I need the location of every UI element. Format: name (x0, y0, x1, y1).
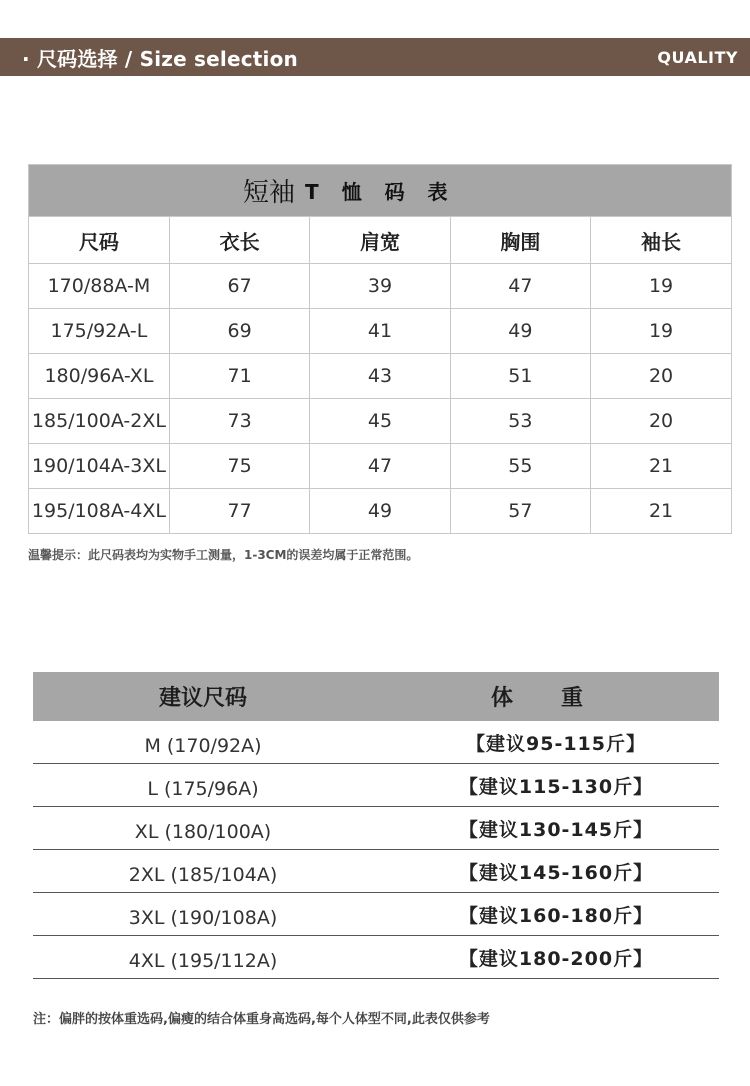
table-cell: 77 (169, 489, 309, 534)
column-header: 建议尺码 (158, 686, 247, 711)
header-bar (0, 38, 750, 76)
table-cell: 41 (310, 309, 450, 354)
table-cell: 21 (648, 500, 674, 522)
size-chart-title-rest: T 恤 码 表 (305, 180, 456, 204)
size-cell: 2XL (185/104A) (128, 864, 278, 886)
table-row (29, 264, 731, 309)
weight-cell: 【建议180-200斤】 (458, 947, 654, 970)
header-title: · 尺码选择 / Size selection (22, 46, 298, 71)
table-cell: 20 (591, 354, 731, 399)
table-row (29, 354, 731, 399)
column-header: 尺码 (29, 217, 169, 264)
weight-cell: 【建议130-145斤】 (458, 818, 654, 841)
table-cell: 47 (310, 444, 450, 489)
table-cell: 69 (169, 309, 309, 354)
size-chart-table (28, 164, 732, 534)
reference-note: 注：偏胖的按体重选码,偏瘦的结合体重身高选码,每个人体型不同,此表仅供参考 (33, 1012, 490, 1027)
table-cell: 57 (450, 489, 590, 534)
table-row (33, 807, 719, 850)
table-cell: 195/108A-4XL (29, 489, 169, 534)
table-row (29, 444, 731, 489)
recommend-size-table (33, 672, 719, 979)
quality-label: QUALITY (657, 47, 738, 67)
size-cell: M (170/92A) (144, 735, 262, 757)
size-chart-header-row (29, 217, 731, 264)
table-cell: 67 (169, 264, 309, 309)
table-row (33, 764, 719, 807)
table-row (33, 850, 719, 893)
weight-cell: 【建议145-160斤】 (458, 861, 654, 884)
table-row (33, 936, 719, 979)
table-cell: 71 (169, 354, 309, 399)
table-cell: 45 (310, 399, 450, 444)
table-row (29, 489, 731, 534)
weight-cell: 【建议115-130斤】 (458, 775, 654, 798)
size-cell: 4XL (195/112A) (128, 950, 278, 972)
table-cell: 19 (591, 264, 731, 309)
weight-cell: 【建议160-180斤】 (458, 904, 654, 927)
measurement-tip: 温馨提示：此尺码表均为实物手工测量，1-3CM的误差均属于正常范围。 (28, 548, 419, 562)
table-cell: 180/96A-XL (29, 354, 169, 399)
table-cell: 185/100A-2XL (29, 399, 169, 444)
table-cell: 49 (310, 489, 450, 534)
column-header: 衣长 (169, 217, 309, 264)
table-cell: 43 (310, 354, 450, 399)
size-chart-title (29, 165, 731, 217)
size-cell: 3XL (190/108A) (128, 907, 278, 929)
column-header: 胸围 (450, 217, 590, 264)
column-header: 袖长 (591, 217, 731, 264)
size-cell: XL (180/100A) (134, 821, 272, 843)
table-cell: 49 (450, 309, 590, 354)
column-header: 肩宽 (310, 217, 450, 264)
table-row (29, 399, 731, 444)
table-cell: 20 (591, 399, 731, 444)
column-header: 体重 (490, 686, 631, 711)
table-cell: 19 (591, 309, 731, 354)
table-row (33, 893, 719, 936)
table-row (29, 309, 731, 354)
size-cell: L (175/96A) (147, 778, 259, 800)
table-cell: 175/92A-L (29, 309, 169, 354)
table-row (33, 721, 719, 764)
table-cell: 39 (310, 264, 450, 309)
table-cell: 53 (450, 399, 590, 444)
recommend-header-row (33, 672, 719, 721)
table-cell: 75 (169, 444, 309, 489)
table-cell: 21 (591, 444, 731, 489)
table-cell: 51 (450, 354, 590, 399)
table-cell: 47 (450, 264, 590, 309)
table-cell: 55 (450, 444, 590, 489)
size-chart-title-main: 短袖 (243, 178, 296, 208)
table-cell: 190/104A-3XL (29, 444, 169, 489)
weight-cell: 【建议95-115斤】 (466, 732, 646, 755)
table-cell: 170/88A-M (29, 264, 169, 309)
table-cell: 73 (169, 399, 309, 444)
